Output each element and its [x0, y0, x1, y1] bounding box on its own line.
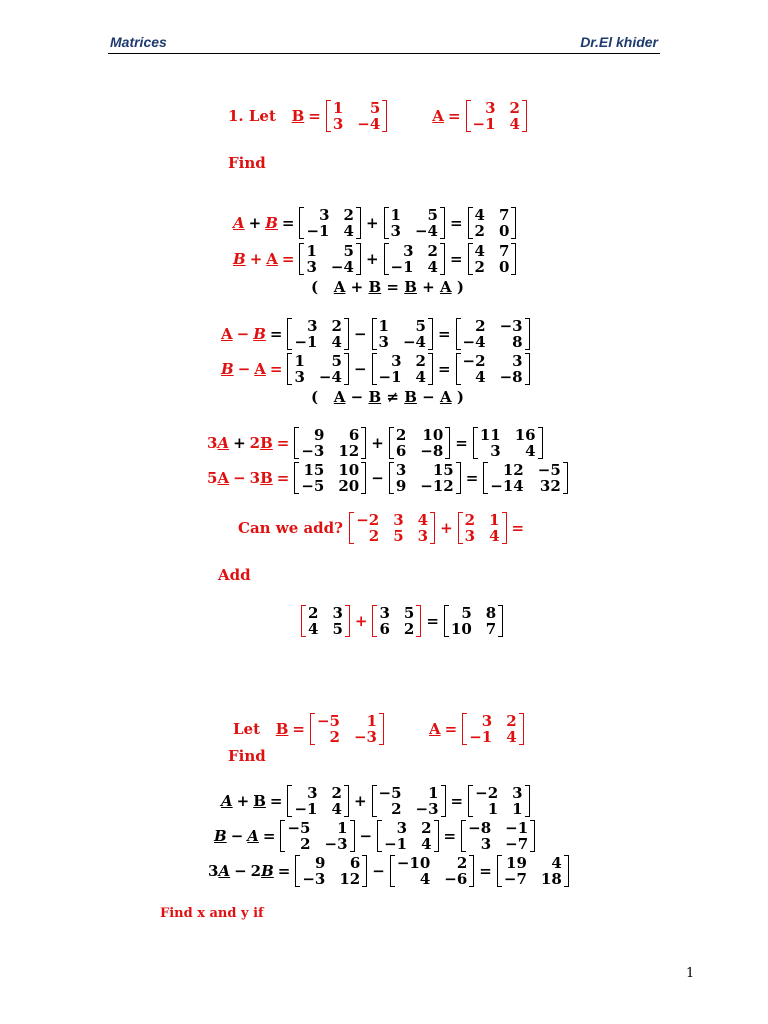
- ex2-matrix-b: [310, 713, 384, 745]
- matrix-entry: 8: [512, 333, 523, 351]
- matrix-entries: [292, 353, 343, 385]
- matrix-entry: 5: [332, 620, 343, 638]
- operator: −: [234, 862, 247, 880]
- ex2-diff-line: B − A = −5 1 2 −3 − 3 2 −1 4 = −8 −1 3 −7: [214, 820, 536, 852]
- can-we-add-label: Can we add?: [238, 519, 343, 537]
- matrix-entries: [377, 318, 428, 350]
- matrix-entries: [377, 605, 416, 637]
- matrix-entries: [382, 820, 433, 852]
- matrix-entries: [394, 427, 445, 459]
- ex1-find-label: Find: [228, 154, 266, 172]
- matrix-entry: −1: [378, 368, 402, 386]
- matrix-2x2: [458, 512, 507, 544]
- matrix-entry: 1: [337, 819, 348, 837]
- term-a: A: [254, 360, 266, 378]
- matrix-entry: 2: [474, 258, 485, 276]
- matrix-entry: 2: [509, 99, 520, 117]
- matrix-entry: 2: [395, 426, 407, 444]
- term-a: A: [217, 434, 230, 452]
- matrix-entry: 1: [489, 511, 500, 529]
- result-matrix: [456, 353, 530, 385]
- operator: +: [233, 434, 246, 452]
- matrix-entries: [466, 820, 530, 852]
- matrix-entry: −8: [420, 442, 444, 460]
- matrix-entries: [299, 462, 361, 494]
- matrix-entry: −2: [462, 352, 486, 370]
- ex2-find-label: Find: [228, 747, 266, 765]
- matrix-entry: 4: [308, 620, 319, 638]
- matrix-entry: 19: [506, 854, 527, 872]
- matrix-entries: [300, 855, 362, 887]
- matrix-entry: 5: [393, 527, 404, 545]
- ex2-let-line: Let B = −5 1 2 −3 A = 3 2 −1 4: [233, 713, 525, 745]
- matrix-entry: 4: [331, 800, 342, 818]
- matrix-entry: 9: [313, 426, 325, 444]
- ex1-lin2-line: 5 A − 3 B = 15 10 −5 20 − 3 15 9 −12 = 12 −5 −14 32: [207, 462, 569, 494]
- matrix-2x3: [349, 512, 435, 544]
- matrix-entries: [299, 427, 361, 459]
- ex1-sum1-line: A + B = 3 2 −1 4 + 1 5 3 −4 = 4 7 2 0: [233, 207, 517, 239]
- matrix-entry: 4: [343, 222, 354, 240]
- ex1-b-name: B: [291, 107, 305, 125]
- ex1-diff2-line: B − A = 1 5 3 −4 − 3 2 −1 4 = −2 3 4 −8: [221, 353, 531, 385]
- matrix-entry: 2: [427, 242, 438, 260]
- term-a: A: [221, 325, 233, 343]
- matrix-entries: [471, 100, 522, 132]
- can-we-add-line: Can we add? −2 3 4 2 5 3 + 2 1 3 4 =: [238, 511, 525, 545]
- matrix-entry: 2: [421, 819, 432, 837]
- matrix: [377, 820, 438, 852]
- matrix-entry: 3: [512, 352, 523, 370]
- matrix-entry: 3: [306, 258, 317, 276]
- matrix-entry: 5: [415, 317, 426, 335]
- matrix-entry: 2: [331, 317, 342, 335]
- page-number: 1: [686, 966, 695, 981]
- matrix-entry: 4: [489, 527, 500, 545]
- matrix-entries: [394, 462, 456, 494]
- result-matrix: [468, 243, 517, 275]
- matrix-entry: −14: [490, 477, 524, 495]
- matrix-entry: −5: [287, 819, 311, 837]
- matrix-entries: [377, 353, 428, 385]
- matrix-entries: [292, 785, 343, 817]
- matrix-entry: 5: [343, 242, 354, 260]
- matrix: [294, 462, 366, 494]
- noncommutative-note: ( A − B ≠ B − A ): [311, 388, 464, 406]
- operator: +: [248, 214, 262, 232]
- matrix-entry: 20: [338, 477, 360, 495]
- matrix-entry: 6: [395, 442, 407, 460]
- header-author: Dr.El khider: [580, 34, 658, 50]
- matrix-entries: [354, 512, 430, 544]
- matrix-entry: −3: [302, 870, 326, 888]
- result-matrix: [497, 855, 569, 887]
- matrix: [372, 353, 433, 385]
- matrix-entry: 5: [403, 604, 415, 622]
- matrix-entry: 4: [421, 835, 432, 853]
- matrix-entry: 3: [294, 368, 305, 386]
- matrix-entry: 5: [461, 604, 472, 622]
- matrix-entry: 2: [464, 511, 476, 529]
- matrix: [287, 318, 348, 350]
- matrix-entry: 3: [332, 604, 343, 622]
- matrix-entry: 1: [332, 99, 344, 117]
- matrix-entry: −4: [357, 115, 381, 133]
- operator: −: [237, 360, 251, 378]
- matrix-entry: 12: [502, 461, 524, 479]
- matrix-entries: [473, 243, 512, 275]
- ex1-matrix-b: [326, 100, 387, 132]
- matrix: [299, 207, 360, 239]
- matrix-entry: −3: [499, 317, 523, 335]
- term-a: A: [233, 214, 245, 232]
- commutative-note: ( A + B = B + A ): [311, 278, 464, 296]
- matrix-entry: 3: [307, 317, 318, 335]
- matrix-entry: 3: [480, 835, 492, 853]
- matrix-entry: −7: [503, 870, 527, 888]
- ex1-let-label: 1. Let: [228, 107, 276, 125]
- matrix-entry: −1: [384, 835, 408, 853]
- matrix: [294, 427, 366, 459]
- operator: −: [230, 827, 244, 845]
- matrix-entries: [463, 512, 502, 544]
- term-a: A: [221, 792, 233, 810]
- matrix-entry: 3: [319, 206, 330, 224]
- matrix-entries: [473, 207, 512, 239]
- matrix-entry: −5: [301, 477, 325, 495]
- result-matrix: [473, 427, 543, 459]
- term-b: B: [221, 360, 234, 378]
- matrix-entry: 4: [415, 368, 426, 386]
- matrix-entry: 6: [349, 854, 361, 872]
- add-line: 2 3 4 5 + 3 5 6 2 = 5 8 10 7: [300, 605, 504, 637]
- matrix-entry: 4: [474, 242, 485, 260]
- matrix-entry: 2: [474, 222, 485, 240]
- matrix-entry: 11: [479, 426, 501, 444]
- matrix-entry: −1: [469, 728, 493, 746]
- matrix: [390, 855, 474, 887]
- matrix-entries: [488, 462, 562, 494]
- matrix-entry: −5: [378, 784, 402, 802]
- term-b: B: [260, 434, 273, 452]
- matrix-entry: −3: [324, 835, 348, 853]
- operator: −: [236, 325, 250, 343]
- matrix-entry: 3: [390, 222, 401, 240]
- matrix-entry: 3: [464, 527, 476, 545]
- matrix: [372, 605, 421, 637]
- matrix-entry: 10: [338, 461, 360, 479]
- matrix-entry: 4: [506, 728, 517, 746]
- ex1-lin1-line: 3 A + 2 B = 9 6 −3 12 + 2 10 6 −8 = 11 16 3 4: [207, 427, 544, 459]
- matrix-entry: 3: [391, 352, 402, 370]
- find-xy-label: Find x and y if: [160, 906, 264, 921]
- ex2-let-label: Let: [233, 720, 261, 738]
- matrix-entry: 1: [428, 784, 439, 802]
- matrix-entry: 7: [498, 242, 510, 260]
- term-a: A: [218, 862, 231, 880]
- matrix-entry: 2: [343, 206, 354, 224]
- operator: +: [236, 792, 250, 810]
- matrix-entries: [292, 318, 343, 350]
- matrix-entry: 3: [485, 99, 496, 117]
- matrix-entry: 3: [378, 333, 389, 351]
- matrix-entry: 2: [506, 712, 517, 730]
- page-header: [108, 33, 660, 54]
- matrix-entry: −4: [402, 333, 426, 351]
- matrix-entry: −3: [353, 728, 377, 746]
- matrix-entry: −12: [420, 477, 454, 495]
- matrix-entry: −1: [472, 115, 496, 133]
- matrix-entry: 1: [390, 206, 401, 224]
- matrix: [287, 785, 348, 817]
- term-a: A: [247, 827, 259, 845]
- result-matrix: [468, 785, 529, 817]
- ex1-diff1-line: A − B = 3 2 −1 4 − 1 5 3 −4 = 2 −3 −4 8: [221, 318, 531, 350]
- matrix-entry: 12: [339, 870, 361, 888]
- matrix-entry: 4: [475, 368, 486, 386]
- matrix-entry: 9: [314, 854, 326, 872]
- matrix-entries: [395, 855, 469, 887]
- matrix: [384, 207, 445, 239]
- matrix-entries: [285, 820, 349, 852]
- matrix-entries: [389, 243, 440, 275]
- matrix-entries: [331, 100, 382, 132]
- matrix-entry: 5: [369, 99, 381, 117]
- term-b: B: [233, 250, 246, 268]
- matrix-entries: [389, 207, 440, 239]
- matrix-entries: [306, 605, 345, 637]
- matrix: [299, 243, 360, 275]
- matrix-entry: 10: [422, 426, 444, 444]
- matrix: [301, 605, 350, 637]
- ex2-matrix-a: [462, 713, 523, 745]
- matrix-entry: 4: [474, 206, 485, 224]
- matrix-entry: 6: [348, 426, 360, 444]
- matrix: [384, 243, 445, 275]
- matrix-entry: −3: [301, 442, 325, 460]
- matrix-entries: [461, 353, 525, 385]
- term-b: B: [261, 862, 274, 880]
- term-b: B: [265, 214, 278, 232]
- matrix-entry: 2: [415, 352, 426, 370]
- ex2-a-name: A: [429, 720, 441, 738]
- term-b: B: [253, 325, 266, 343]
- matrix: [287, 353, 348, 385]
- matrix-entry: 18: [540, 870, 562, 888]
- matrix-entry: −8: [499, 368, 523, 386]
- term-a: A: [217, 469, 230, 487]
- matrix-entries: [449, 605, 498, 637]
- operator: +: [249, 250, 263, 268]
- matrix-entry: 1: [306, 242, 317, 260]
- matrix-entry: 1: [378, 317, 389, 335]
- matrix-entry: −5: [316, 712, 340, 730]
- matrix-entry: 15: [432, 461, 454, 479]
- matrix-entry: 2: [331, 784, 342, 802]
- matrix-entry: 3: [332, 115, 344, 133]
- matrix-entry: −3: [415, 800, 439, 818]
- matrix: [280, 820, 354, 852]
- matrix-entry: 2: [368, 527, 380, 545]
- matrix-entry: 0: [498, 258, 510, 276]
- matrix-entry: 3: [393, 511, 404, 529]
- matrix-entry: −5: [537, 461, 561, 479]
- matrix: [372, 785, 446, 817]
- matrix-entry: 2: [308, 604, 319, 622]
- matrix-entry: 3: [481, 712, 493, 730]
- matrix-entries: [502, 855, 564, 887]
- ex1-sum2-line: B + A = 1 5 3 −4 + 3 2 −1 4 = 4 7 2 0: [233, 243, 517, 275]
- matrix: [389, 427, 450, 459]
- matrix-entry: 4: [525, 442, 536, 460]
- result-matrix: [468, 207, 517, 239]
- matrix-entry: 16: [514, 426, 536, 444]
- matrix-entry: 2: [456, 854, 468, 872]
- matrix-entry: 4: [417, 511, 429, 529]
- matrix-entry: 4: [331, 333, 342, 351]
- matrix-entry: −1: [306, 222, 330, 240]
- matrix-entry: 5: [331, 352, 342, 370]
- matrix-entry: 3: [417, 527, 429, 545]
- matrix-entry: −1: [390, 258, 414, 276]
- operator: −: [233, 469, 246, 487]
- matrix-entry: 2: [329, 728, 340, 746]
- term-a: A: [266, 250, 278, 268]
- ex1-matrix-a: [466, 100, 527, 132]
- matrix-entry: 2: [391, 800, 402, 818]
- matrix: [372, 318, 433, 350]
- matrix-entry: −1: [294, 800, 318, 818]
- matrix-entry: −7: [505, 835, 529, 853]
- matrix-entry: 3: [403, 242, 414, 260]
- matrix-entry: −4: [330, 258, 354, 276]
- ex2-lin-line: 3 A − 2 B = 9 6 −3 12 − −10 2 4 −6 = 19 4 −7 18: [208, 855, 570, 887]
- matrix-entry: −2: [475, 784, 499, 802]
- result-matrix: [461, 820, 535, 852]
- matrix-entry: 8: [485, 604, 497, 622]
- term-b: B: [253, 792, 266, 810]
- term-b: B: [260, 469, 273, 487]
- matrix-entry: 1: [487, 800, 499, 818]
- matrix-entry: −6: [444, 870, 468, 888]
- matrix-entry: 3: [396, 819, 408, 837]
- matrix-entries: [304, 243, 355, 275]
- matrix-entry: −4: [462, 333, 486, 351]
- matrix-entry: 4: [427, 258, 438, 276]
- matrix-entry: −8: [468, 819, 492, 837]
- result-matrix: [456, 318, 530, 350]
- matrix-entry: −4: [414, 222, 438, 240]
- matrix-entry: 7: [485, 620, 497, 638]
- ex2-b-name: B: [275, 720, 289, 738]
- ex1-a-name: A: [432, 107, 444, 125]
- matrix-entry: 0: [498, 222, 510, 240]
- matrix-entry: 9: [395, 477, 407, 495]
- matrix-entry: 1: [366, 712, 377, 730]
- matrix-entry: 4: [419, 870, 431, 888]
- result-matrix: [444, 605, 503, 637]
- matrix: [389, 462, 461, 494]
- matrix-entry: −4: [318, 368, 342, 386]
- matrix-entry: 3: [395, 461, 407, 479]
- matrix-entry: −10: [396, 854, 431, 872]
- matrix-entries: [467, 713, 518, 745]
- matrix-entries: [461, 318, 525, 350]
- matrix-entry: 4: [509, 115, 520, 133]
- term-b: B: [214, 827, 227, 845]
- matrix-entry: 1: [512, 800, 523, 818]
- matrix-entry: −2: [356, 511, 380, 529]
- matrix-entry: 15: [303, 461, 325, 479]
- matrix-entry: 3: [307, 784, 318, 802]
- result-matrix: [483, 462, 567, 494]
- matrix-entry: 2: [300, 835, 311, 853]
- matrix-entries: [478, 427, 538, 459]
- matrix-entry: 4: [551, 854, 562, 872]
- matrix-entry: −1: [505, 819, 529, 837]
- matrix-entries: [304, 207, 355, 239]
- ex2-sum-line: A + B = 3 2 −1 4 + −5 1 2 −3 = −2 3 1 1: [221, 785, 531, 817]
- matrix-entry: 7: [498, 206, 510, 224]
- matrix-entry: 2: [475, 317, 486, 335]
- matrix-entries: [473, 785, 524, 817]
- matrix-entry: 6: [379, 620, 390, 638]
- matrix-entries: [377, 785, 441, 817]
- matrix-entry: 1: [294, 352, 305, 370]
- matrix-entry: 5: [427, 206, 438, 224]
- matrix-entry: −1: [294, 333, 318, 351]
- matrix: [295, 855, 367, 887]
- matrix-entry: 32: [539, 477, 561, 495]
- matrix-entry: 12: [338, 442, 360, 460]
- matrix-entry: 2: [403, 620, 415, 638]
- header-title: Matrices: [110, 34, 167, 50]
- add-label: Add: [218, 566, 251, 584]
- matrix-entry: 3: [379, 604, 390, 622]
- matrix-entries: [315, 713, 379, 745]
- matrix-entry: 3: [490, 442, 501, 460]
- ex1-let-line: 1. Let B = 1 5 3 −4 A = 3 2 −1 4: [228, 100, 528, 132]
- matrix-entry: 10: [450, 620, 472, 638]
- matrix-entry: 3: [512, 784, 523, 802]
